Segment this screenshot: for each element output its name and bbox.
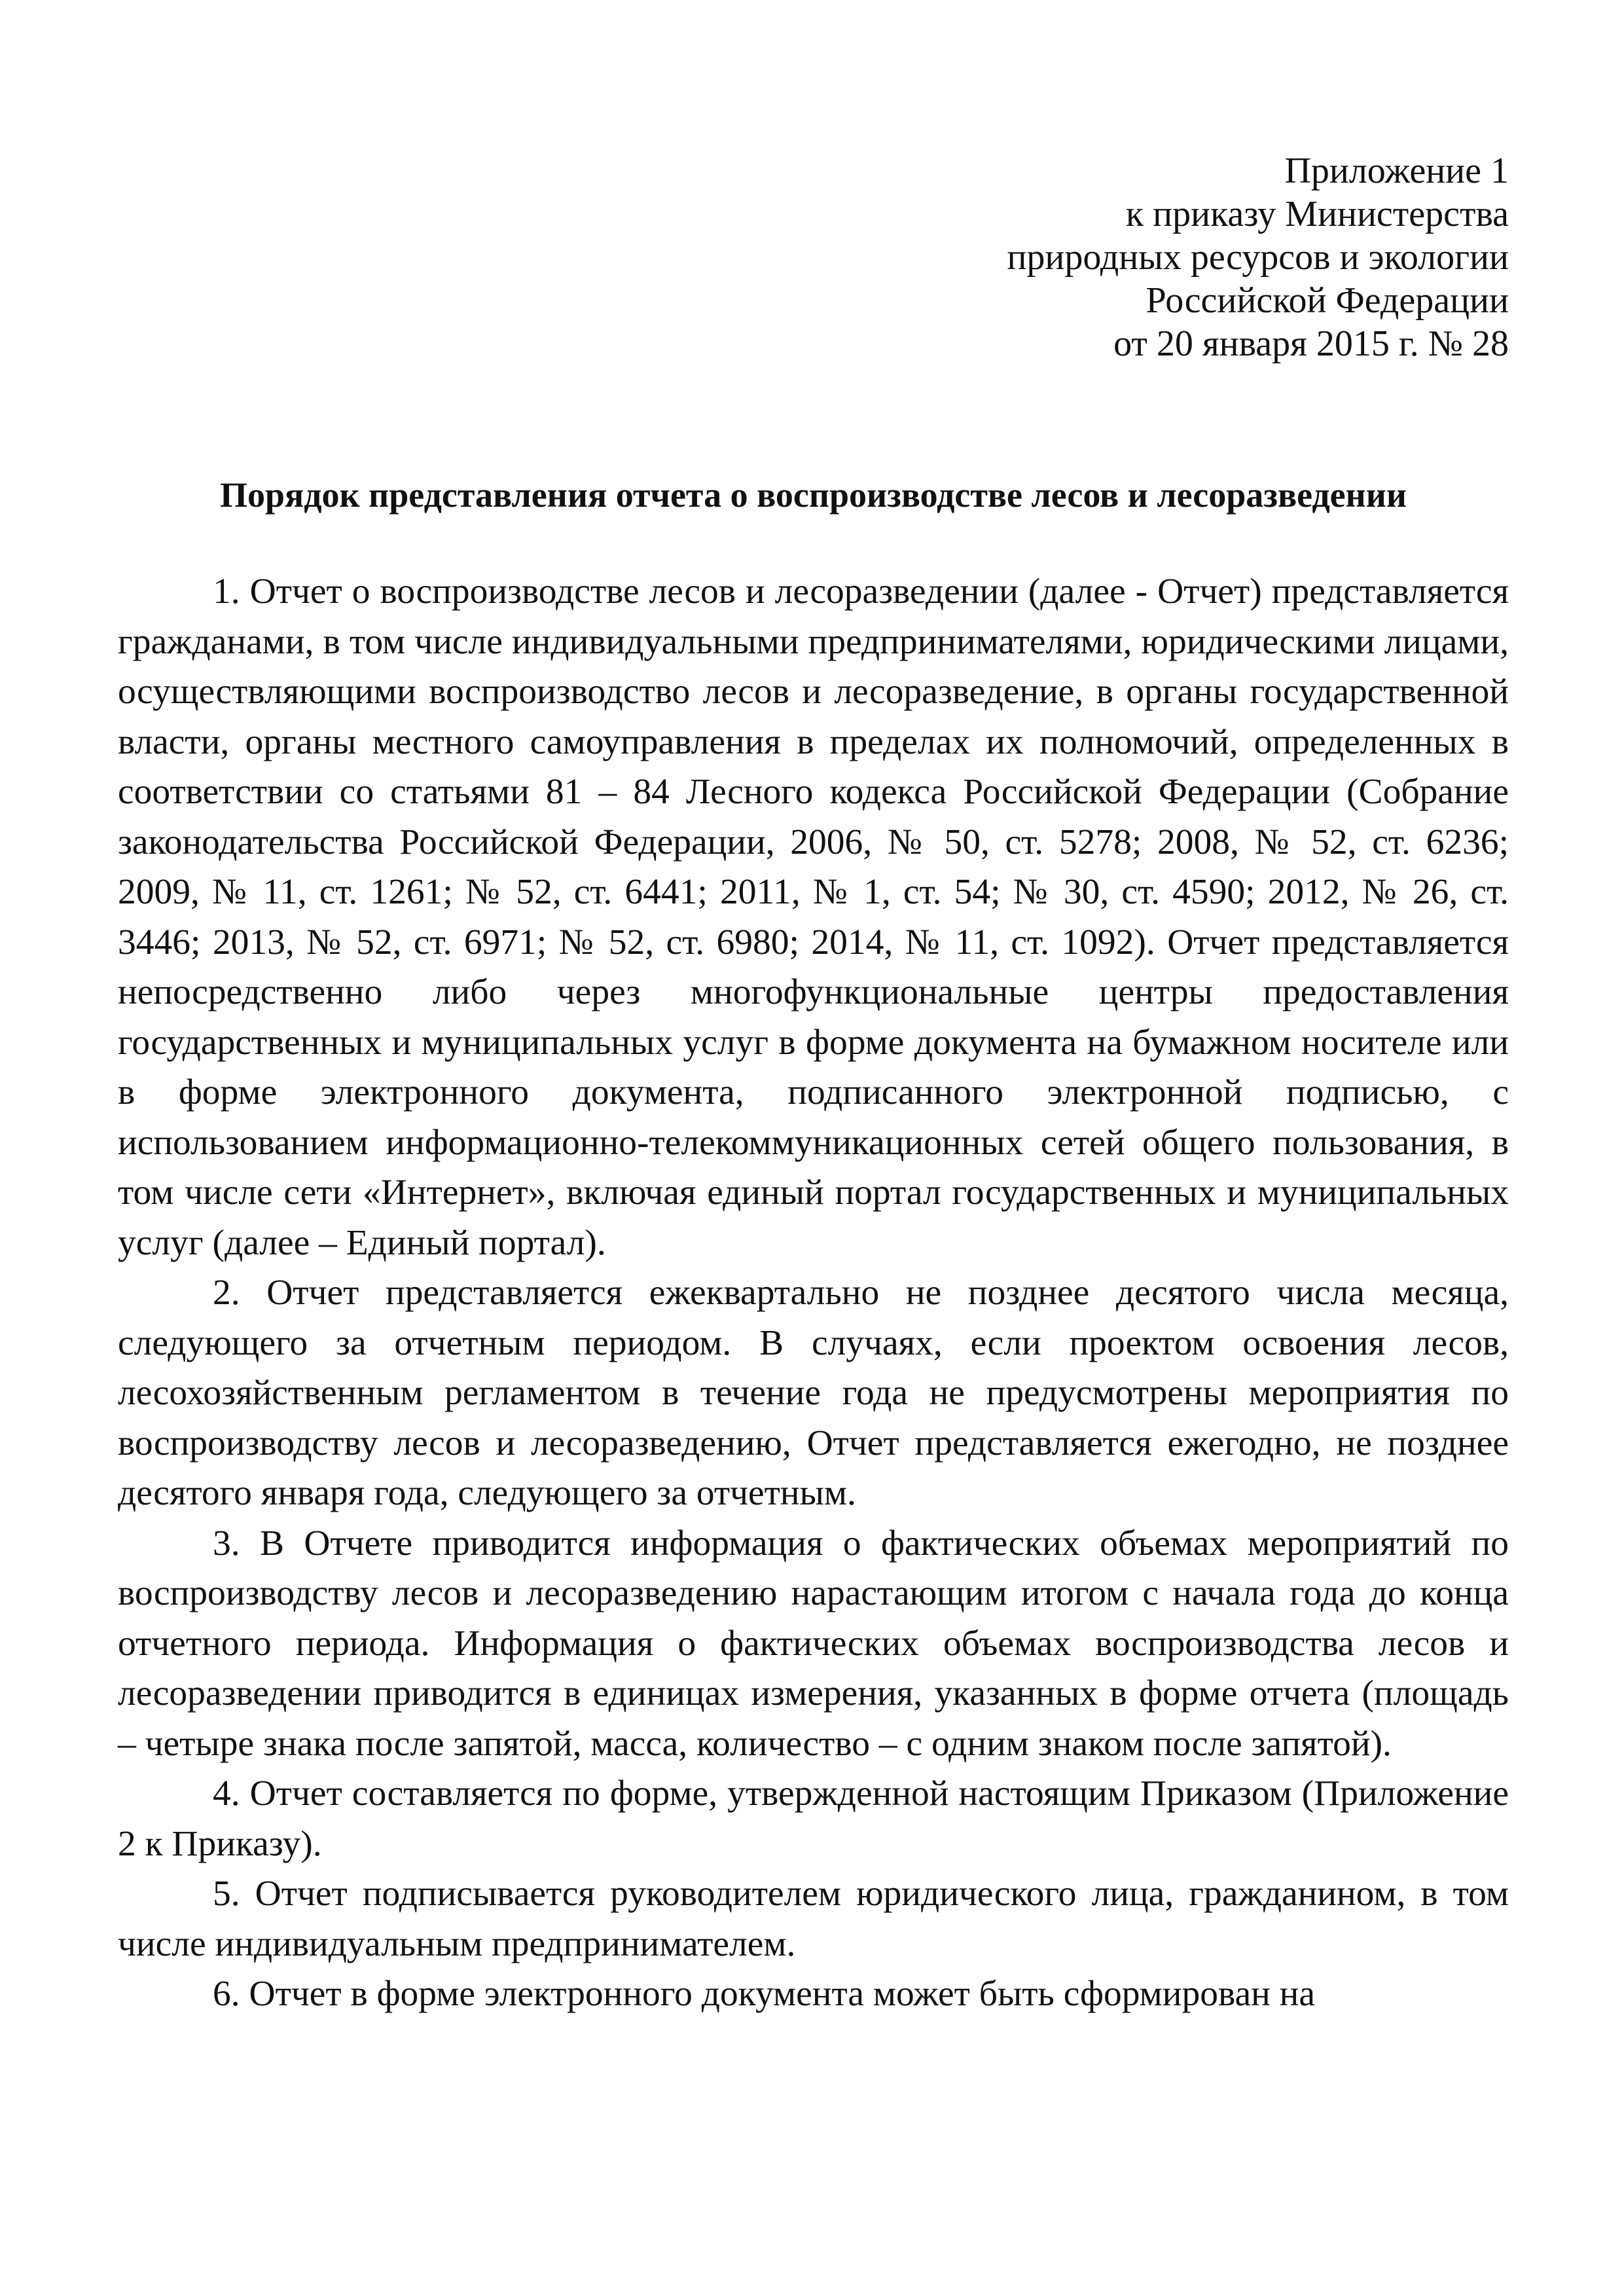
appendix-line: Приложение 1 (1284, 151, 1509, 191)
paragraph-6: 6. Отчет в форме электронного документа может быть сформирован на (213, 1974, 1315, 2014)
appendix-line: к приказу Министерства (1125, 194, 1509, 234)
document-title: Порядок представления отчета о воспроизводстве лесов и лесоразведении (219, 475, 1407, 515)
paragraph-1: 1. Отчет о воспроизводстве лесов и лесоразведении (далее - Отчет) представляется гражданами, в том числе индивидуальными предпринимателями, юридическими лицами, осуществляющими воспроизводство лесов и лесоразведение, в органы государственной власти, органы местного самоуправления в пределах их полномочий, определенных в соответствии со статьями 81 – 84 Лесного кодекса Российской Федерации (Собрание законодательства Российской Федерации, 2006, № 50, ст. 5278; 2008, № 52, ст. 6236; 2009, № 11, ст. 1261; № 52, ст. 6441; 2011, № 1, ст. 54; № 30, ст. 4590; 2012, № 26, ст. 3446; 2013, № 52, ст. 6971; № 52, ст. 6980; 2014, № 11, ст. 1092). Отчет представляется непосредственно либо через многофункциональные центры предоставления государственных и муниципальных услуг в форме документа на бумажном носителе или в форме электронного документа, подписанного электронной подписью, с использованием информационно-телекоммуникационных сетей общего пользования, в том числе сети «Интернет», включая единый портал государственных и муниципальных услуг (далее – Единый портал). (118, 572, 1509, 1263)
appendix-header (118, 149, 1509, 365)
paragraph-2: 2. Отчет представляется ежеквартально не позднее десятого числа месяца, следующего за отчетным периодом. В случаях, если проектом освоения лесов, лесохозяйственным регламентом в течение года не предусмотрены мероприятия по воспроизводству лесов и лесоразведению, Отчет представляется ежегодно, не позднее десятого января года, следующего за отчетным. (118, 1273, 1509, 1513)
appendix-line: природных ресурсов и экологии (1007, 237, 1509, 278)
appendix-line: от 20 января 2015 г. № 28 (1113, 323, 1509, 364)
paragraph-5: 5. Отчет подписывается руководителем юридического лица, гражданином, в том числе индивидуальным предпринимателем. (118, 1874, 1509, 1964)
paragraph-4: 4. Отчет составляется по форме, утвержденной настоящим Приказом (Приложение 2 к Приказу). (118, 1774, 1509, 1864)
document-body (118, 567, 1509, 2020)
appendix-line: Российской Федерации (1146, 280, 1509, 321)
paragraph-3: 3. В Отчете приводится информация о фактических объемах мероприятий по воспроизводству лесов и лесоразведению нарастающим итогом с начала года до конца отчетного периода. Информация о фактических объемах воспроизводства лесов и лесоразведении приводится в единицах измерения, указанных в форме отчета (площадь – четыре знака после запятой, масса, количество – с одним знаком после запятой). (118, 1523, 1509, 1764)
